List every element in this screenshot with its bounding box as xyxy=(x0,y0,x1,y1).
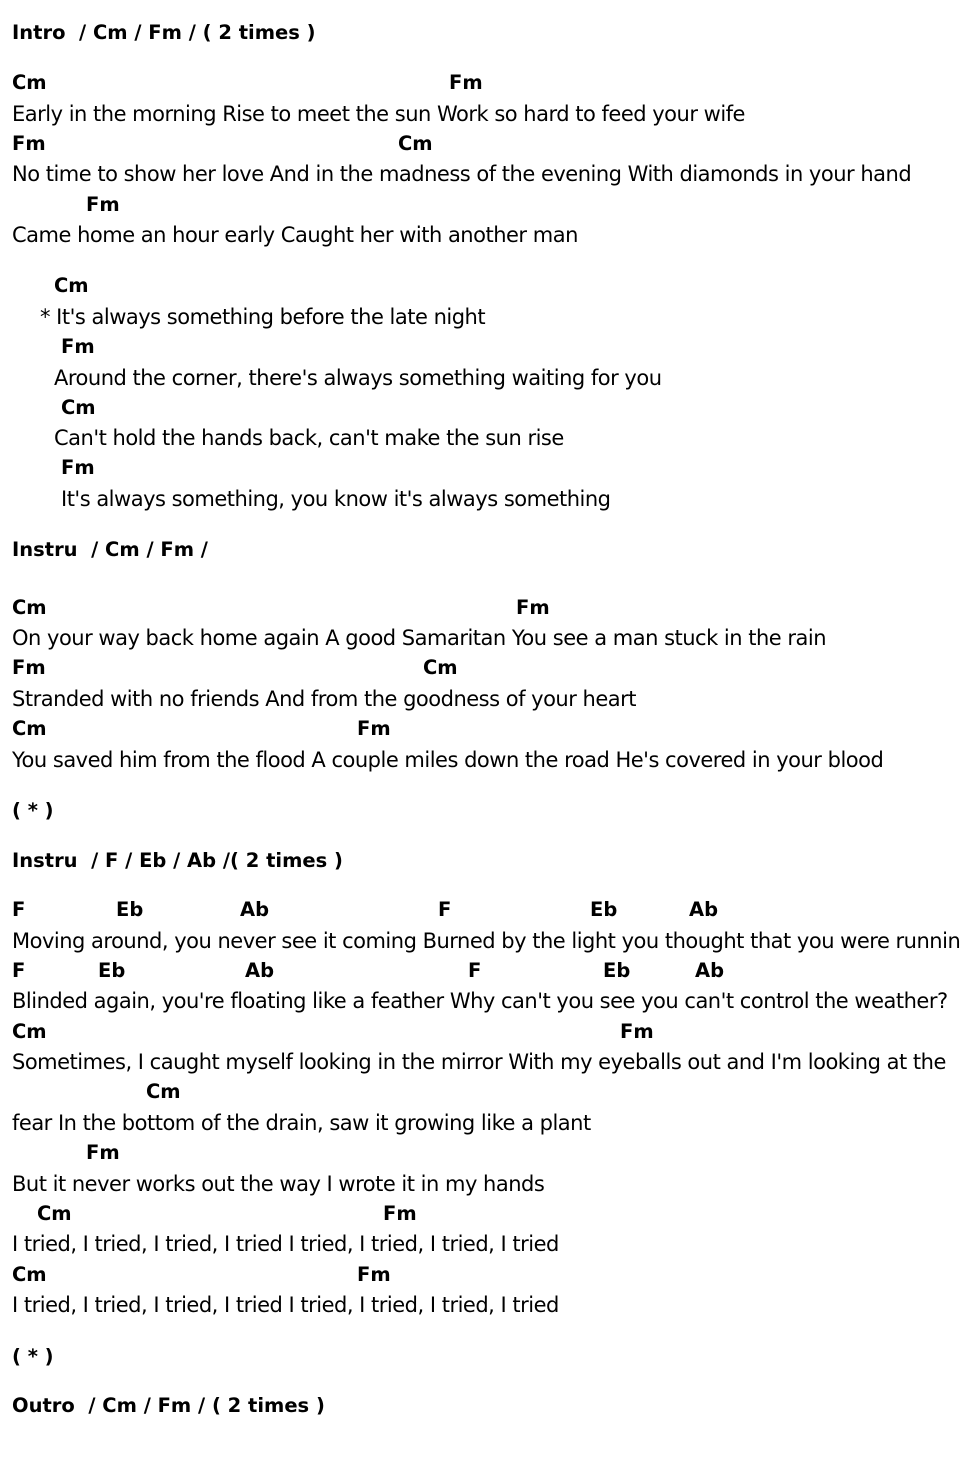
lyric-line: You saved him from the flood A couple miles down the road He's covered in your blood xyxy=(12,748,884,772)
chord: Fm xyxy=(449,71,483,94)
chord: Cm xyxy=(423,656,458,679)
chord: Ab xyxy=(695,959,725,982)
chord: Fm xyxy=(620,1020,654,1043)
lyric-line: Stranded with no friends And from the goodness of your heart xyxy=(12,687,637,711)
lyric-line: Can't hold the hands back, can't make the sun rise xyxy=(54,426,564,450)
lyric-line: Early in the morning Rise to meet the sun Work so hard to feed your wife xyxy=(12,102,745,126)
instru-line: Instru / F / Eb / Ab /( 2 times ) xyxy=(12,849,343,872)
chord: Fm xyxy=(12,132,46,155)
chord: Cm xyxy=(54,274,89,297)
lyric-line: * It's always something before the late night xyxy=(40,305,486,329)
chord: F xyxy=(12,959,26,982)
chord: F xyxy=(12,898,26,921)
chord: Fm xyxy=(61,456,95,479)
chord: F xyxy=(438,898,452,921)
chord: Fm xyxy=(61,335,95,358)
chord: F xyxy=(468,959,482,982)
lyric-line: Sometimes, I caught myself looking in the mirror With my eyeballs out and I'm looking at the xyxy=(12,1050,946,1074)
lyric-line: Came home an hour early Caught her with another man xyxy=(12,223,578,247)
chord: Cm xyxy=(61,396,96,419)
instru-line: Instru / Cm / Fm / xyxy=(12,538,208,561)
chord: Fm xyxy=(383,1202,417,1225)
chord: Cm xyxy=(37,1202,72,1225)
chord: Cm xyxy=(12,1263,47,1286)
chord: Ab xyxy=(245,959,275,982)
lyric-line: fear In the bottom of the drain, saw it growing like a plant xyxy=(12,1111,591,1135)
lyric-line: I tried, I tried, I tried, I tried I tried, I tried, I tried, I tried xyxy=(12,1293,559,1317)
chorus-ref: ( * ) xyxy=(12,1345,54,1368)
chord: Cm xyxy=(398,132,433,155)
lyric-line: I tried, I tried, I tried, I tried I tried, I tried, I tried, I tried xyxy=(12,1232,559,1256)
lyric-line: Around the corner, there's always something waiting for you xyxy=(54,366,662,390)
chord: Cm xyxy=(12,717,47,740)
outro-line: Outro / Cm / Fm / ( 2 times ) xyxy=(12,1394,325,1417)
chord: Ab xyxy=(240,898,270,921)
intro-line: Intro / Cm / Fm / ( 2 times ) xyxy=(12,21,316,44)
chord: Eb xyxy=(98,959,126,982)
chord: Cm xyxy=(12,596,47,619)
lyric-line: Moving around, you never see it coming Burned by the light you thought that you were runnin xyxy=(12,929,961,953)
chorus-ref: ( * ) xyxy=(12,799,54,822)
lyric-line: But it never works out the way I wrote it in my hands xyxy=(12,1172,545,1196)
chord: Fm xyxy=(357,1263,391,1286)
chord: Eb xyxy=(590,898,618,921)
chord: Eb xyxy=(603,959,631,982)
lyric-line: No time to show her love And in the madness of the evening With diamonds in your hand xyxy=(12,162,912,186)
chord: Fm xyxy=(357,717,391,740)
chord: Ab xyxy=(689,898,719,921)
chord: Fm xyxy=(86,193,120,216)
lyric-line: It's always something, you know it's always something xyxy=(61,487,611,511)
chord: Eb xyxy=(116,898,144,921)
lyric-line: On your way back home again A good Samaritan You see a man stuck in the rain xyxy=(12,626,827,650)
chord: Cm xyxy=(146,1080,181,1103)
chord: Cm xyxy=(12,1020,47,1043)
chord: Fm xyxy=(516,596,550,619)
chord: Fm xyxy=(12,656,46,679)
lyric-line: Blinded again, you're floating like a feather Why can't you see you can't control the weather? xyxy=(12,989,948,1013)
chord: Cm xyxy=(12,71,47,94)
chord: Fm xyxy=(86,1141,120,1164)
